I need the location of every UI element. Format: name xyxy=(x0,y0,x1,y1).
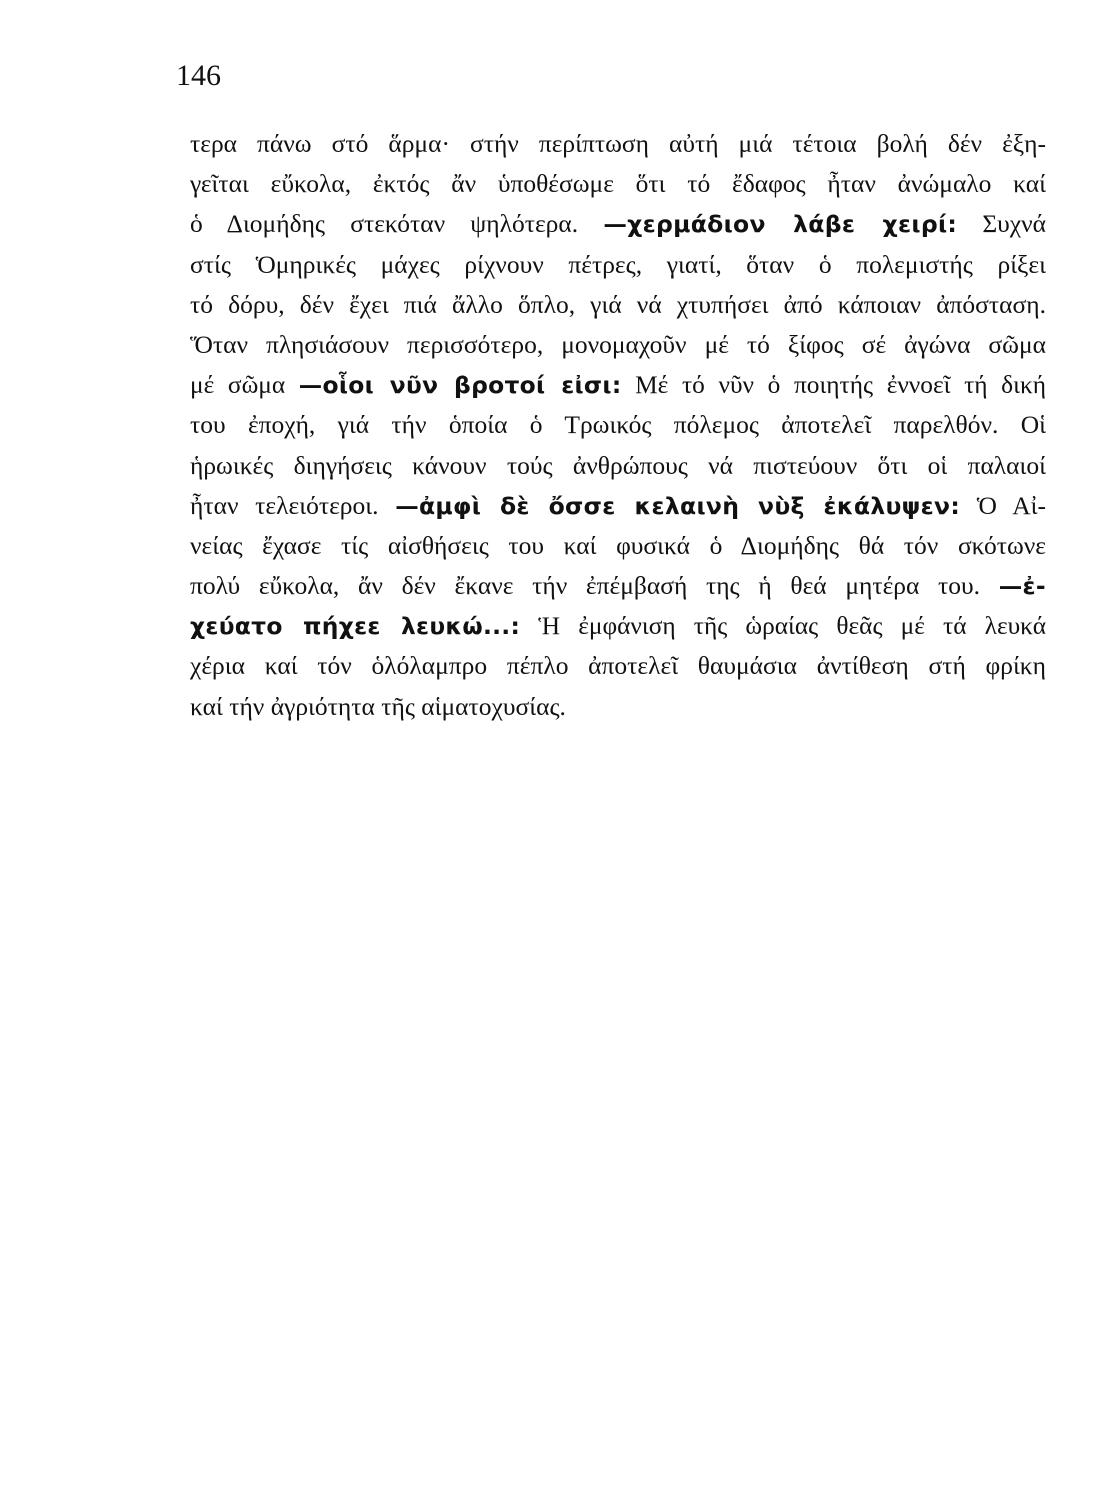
text-line xyxy=(190,526,1046,566)
text-line xyxy=(190,245,1046,285)
text-segment: του ἐποχή, γιά τήν ὁποία ὁ Τρωικός πόλεμος ἀποτελεῖ παρελθόν. Οἱ xyxy=(190,410,1046,440)
text-line xyxy=(190,325,1046,365)
text-segment: ἡρωικές διηγήσεις κάνουν τούς ἀνθρώπους νά πιστεύουν ὅτι οἱ παλαιοί xyxy=(190,450,1046,480)
text-segment: καί τήν ἀγριότητα τῆς αἱματοχυσίας. xyxy=(190,691,566,721)
bold-lemma: —οἷοι νῦν βροτοί εἰσι: xyxy=(298,371,622,400)
text-line xyxy=(190,365,1046,405)
text-segment: χέρια καί τόν ὁλόλαμπρο πέπλο ἀποτελεῖ θαυμάσια ἀντίθεση στή φρίκη xyxy=(190,651,1046,681)
bold-lemma: χεύατο πήχεε λευκώ...: xyxy=(190,612,521,641)
page-number: 146 xyxy=(176,59,221,92)
text-line xyxy=(190,285,1046,325)
text-line xyxy=(190,164,1046,204)
text-segment: στίς Ὁμηρικές μάχες ρίχνουν πέτρες, γιατί, ὅταν ὁ πολεμιστής ρίξει xyxy=(190,249,1046,279)
text-segment: ἦταν τελειότεροι. xyxy=(190,490,396,520)
text-line xyxy=(190,606,1046,646)
text-line xyxy=(190,687,1046,727)
text-line xyxy=(190,646,1046,686)
text-segment: τό δόρυ, δέν ἔχει πιά ἄλλο ὅπλο, γιά νά χτυπήσει ἀπό κάποιαν ἀπόσταση. xyxy=(190,289,1046,319)
text-line xyxy=(190,486,1046,526)
text-segment: τερα πάνω στό ἅρμα· στήν περίπτωση αὐτή μιά τέτοια βολή δέν ἐξη- xyxy=(190,129,1046,158)
text-line xyxy=(190,405,1046,445)
text-segment: Ἡ ἐμφάνιση τῆς ὡραίας θεᾶς μέ τά λευκά xyxy=(520,612,1046,641)
bold-lemma: —ἀμφὶ δὲ ὄσσε κελαινὴ νὺξ ἐκάλυψεν: xyxy=(395,491,961,520)
text-segment: Ὁ Αἰ- xyxy=(960,490,1046,520)
commentary-text xyxy=(190,124,1046,727)
text-segment: γεῖται εὔκολα, ἐκτός ἄν ὑποθέσωμε ὅτι τό ἔδαφος ἦταν ἀνώμαλο καί xyxy=(190,169,1046,199)
text-line xyxy=(190,204,1046,244)
text-segment: ὁ Διομήδης στεκόταν ψηλότερα. xyxy=(190,209,604,239)
text-segment: Μέ τό νῦν ὁ ποιητής ἐννοεῖ τή δική xyxy=(621,371,1046,400)
text-segment: Συχνά xyxy=(957,209,1046,239)
bold-lemma: —χερμάδιον λάβε χειρί: xyxy=(603,210,958,239)
text-line xyxy=(190,124,1046,164)
text-segment: Ὅταν πλησιάσουν περισσότερο, μονομαχοῦν μέ τό ξίφος σέ ἀγώνα σῶμα xyxy=(190,329,1046,359)
text-line xyxy=(190,446,1046,486)
text-line xyxy=(190,566,1046,606)
text-segment: μέ σῶμα xyxy=(190,371,299,400)
text-segment: νείας ἔχασε τίς αἰσθήσεις του καί φυσικά ὁ Διομήδης θά τόν σκότωνε xyxy=(190,530,1046,560)
bold-lemma: —ἐ- xyxy=(998,572,1046,601)
text-segment: πολύ εὔκολα, ἄν δέν ἔκανε τήν ἐπέμβασή της ἡ θεά μητέρα του. xyxy=(190,571,999,601)
